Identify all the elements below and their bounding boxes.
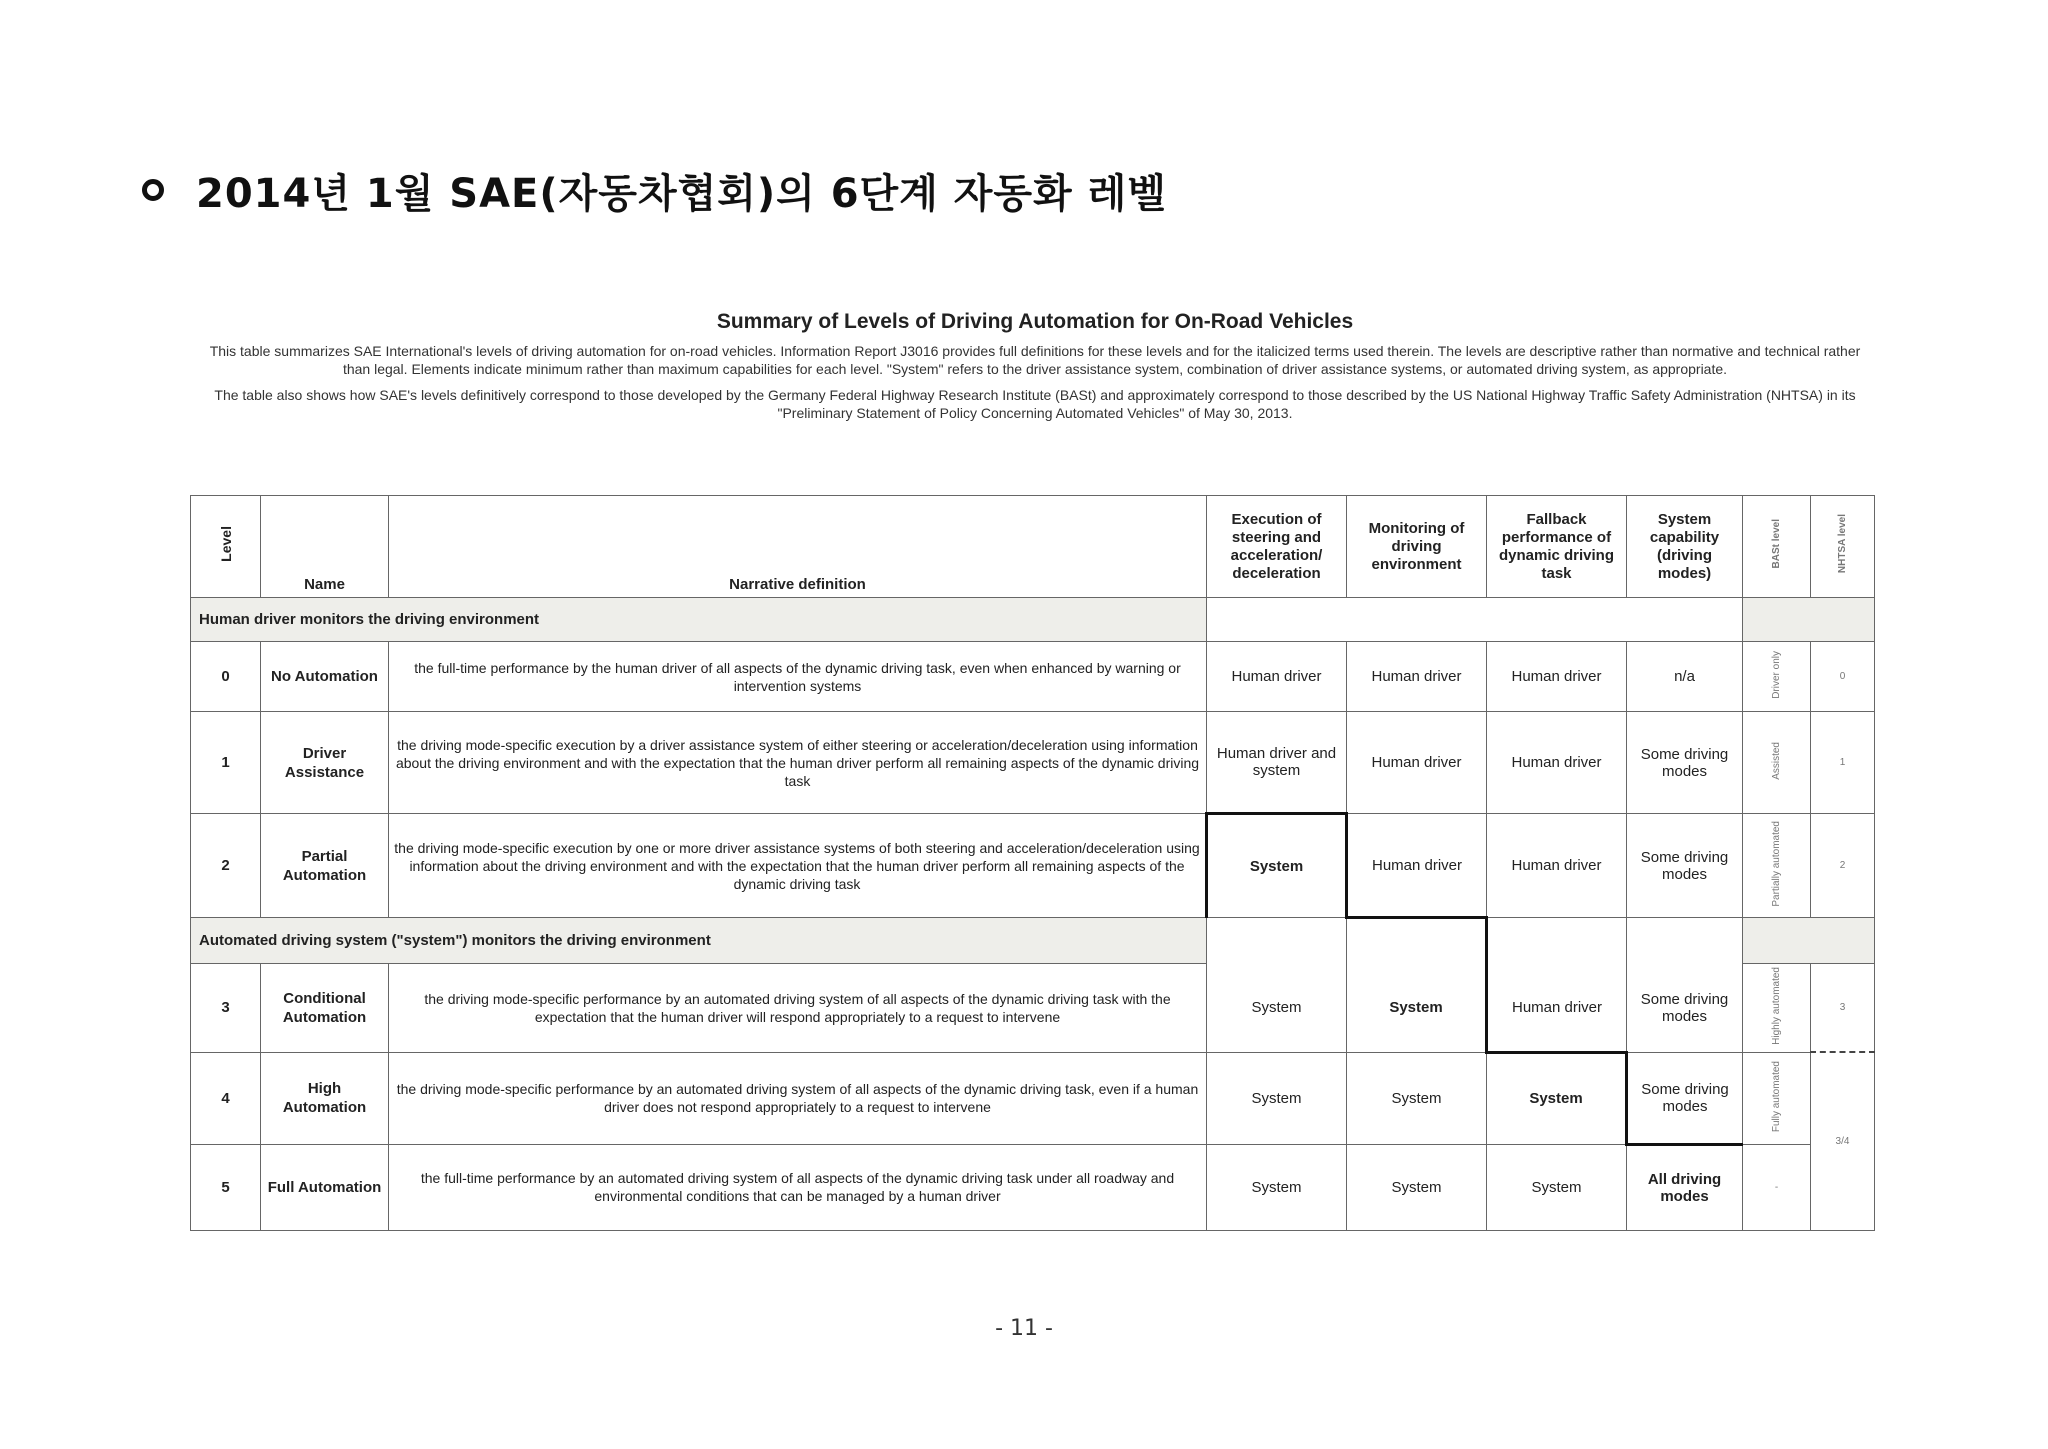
fallback-cell: System [1487,1052,1627,1144]
section-row-system [191,918,1875,964]
heading-text: 2014년 1월 SAE(자동차협회)의 6단계 자동화 레벨 [196,170,1167,217]
level-cell: 0 [191,642,261,712]
level-cell: 3 [191,964,261,1053]
header-execution: Execution of steering and acceleration/ deceleration [1207,496,1347,598]
execution-cell: Human driver and system [1207,712,1347,814]
page-number: - 11 - [995,1316,1053,1341]
section-label-system: Automated driving system ("system") monitors the driving environment [191,918,1207,964]
table-row [191,712,1875,814]
narrative-cell: the full-time performance by an automated driving system of all aspects of the dynamic driving task under all roadway and environmental conditions that can be managed by a human driver [389,1144,1207,1230]
fallback-cell: Human driver [1487,642,1627,712]
monitoring-cell: Human driver [1347,814,1487,918]
header-nhtsa: NHTSA level [1811,496,1875,598]
name-cell: Driver Assistance [261,712,389,814]
name-cell: No Automation [261,642,389,712]
section-row-human [191,598,1875,642]
nhtsa-cell: 0 [1811,642,1875,712]
monitoring-cell: Human driver [1347,712,1487,814]
table-header-row [191,496,1875,598]
capability-cell: n/a [1627,642,1743,712]
bast-cell: Partially automated [1743,814,1811,918]
execution-cell: System [1207,1144,1347,1230]
header-name: Name [261,496,389,598]
nhtsa-cell: 2 [1811,814,1875,918]
narrative-cell: the full-time performance by the human driver of all aspects of the dynamic driving task, even when enhanced by warning or intervention systems [389,642,1207,712]
narrative-cell: the driving mode-specific performance by an automated driving system of all aspects of the dynamic driving task, even if a human driver does not respond appropriately to a request to intervene [389,1052,1207,1144]
figure-title: Summary of Levels of Driving Automation for On-Road Vehicles [716,310,1354,333]
capability-cell: Some driving modes [1627,814,1743,918]
bast-cell: Driver only [1743,642,1811,712]
sae-summary-figure [190,310,1880,430]
nhtsa-cell: 1 [1811,712,1875,814]
header-bast: BASt level [1743,496,1811,598]
level-cell: 2 [191,814,261,918]
bast-cell: Fully automated [1743,1052,1811,1144]
monitoring-cell: System [1347,964,1487,1053]
table-row [191,814,1875,918]
monitoring-cell: Human driver [1347,642,1487,712]
fallback-cell: System [1487,1144,1627,1230]
execution-cell: System [1207,964,1347,1053]
nhtsa-cell: 3 [1811,964,1875,1053]
bast-cell: Highly automated [1743,964,1811,1053]
circle-bullet-icon [142,179,164,201]
execution-cell: System [1207,814,1347,918]
sae-levels-table [190,495,1875,1231]
bast-cell: - [1743,1144,1811,1230]
header-narrative: Narrative definition [389,496,1207,598]
table-row [191,964,1875,1053]
figure-correspondence-note: The table also shows how SAE's levels definitively correspond to those developed by the Germany Federal Highway Research Institute (BASt) and approximately correspond to those described by the US National Highway Traffic Safety Administration (NHTSA) in its "Preliminary Statement of Policy Concerning Automated Vehicles" of May 30, 2013. [214,387,1856,421]
table-row [191,1144,1875,1230]
header-level: Level [191,496,261,598]
table-row [191,642,1875,712]
capability-cell: Some driving modes [1627,964,1743,1053]
name-cell: Full Automation [261,1144,389,1230]
execution-cell: Human driver [1207,642,1347,712]
monitoring-cell: System [1347,1144,1487,1230]
name-cell: Conditional Automation [261,964,389,1053]
capability-cell: Some driving modes [1627,1052,1743,1144]
section-heading [142,160,1167,220]
fallback-cell: Human driver [1487,712,1627,814]
bast-cell: Assisted [1743,712,1811,814]
capability-cell: All driving modes [1627,1144,1743,1230]
section-label-human: Human driver monitors the driving environment [191,598,1207,642]
monitoring-cell: System [1347,1052,1487,1144]
table-row [191,1052,1875,1144]
name-cell: Partial Automation [261,814,389,918]
level-cell: 1 [191,712,261,814]
header-capability: System capability (driving modes) [1627,496,1743,598]
header-monitoring: Monitoring of driving environment [1347,496,1487,598]
level-cell: 4 [191,1052,261,1144]
figure-description: This table summarizes SAE International's levels of driving automation for on-road vehicles. Information Report J3016 provides full definitions for these levels and for the italicized terms used therein. The levels are descriptive rather than normative and technical rather than legal. Elements indicate minimum rather than maximum capabilities for each level. "System" refers to the driver assistance system, combination of driver assistance systems, or automated driving system, as appropriate. [209,343,1861,377]
narrative-cell: the driving mode-specific execution by one or more driver assistance systems of both steering and acceleration/deceleration using information about the driving environment and with the expectation that the human driver perform all remaining aspects of the dynamic driving task [389,814,1207,918]
nhtsa-cell: 3/4 [1811,1052,1875,1230]
capability-cell: Some driving modes [1627,712,1743,814]
name-cell: High Automation [261,1052,389,1144]
fallback-cell: Human driver [1487,964,1627,1053]
header-fallback: Fallback performance of dynamic driving task [1487,496,1627,598]
narrative-cell: the driving mode-specific execution by a driver assistance system of either steering or acceleration/deceleration using information about the driving environment and with the expectation that the human driver perform all remaining aspects of the dynamic driving task [389,712,1207,814]
execution-cell: System [1207,1052,1347,1144]
narrative-cell: the driving mode-specific performance by an automated driving system of all aspects of the dynamic driving task with the expectation that the human driver will respond appropriately to a request to intervene [389,964,1207,1053]
fallback-cell: Human driver [1487,814,1627,918]
level-cell: 5 [191,1144,261,1230]
